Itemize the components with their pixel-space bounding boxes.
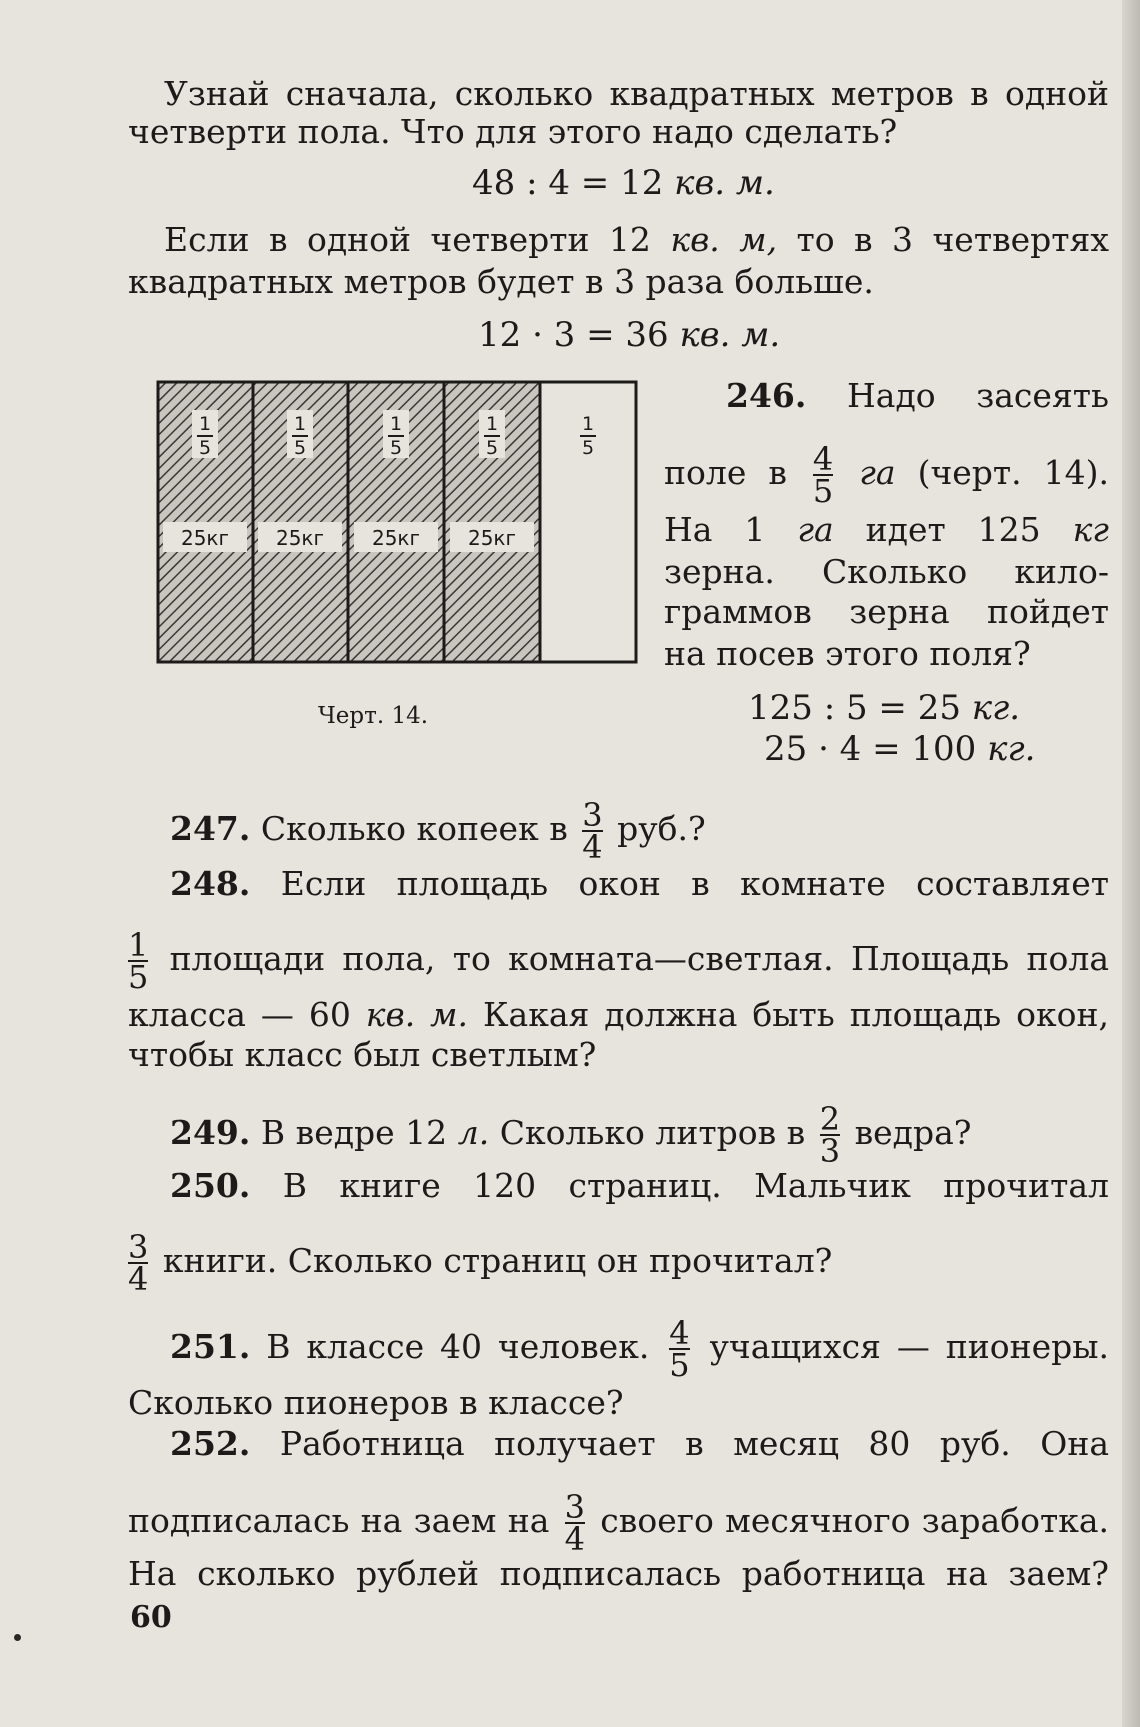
figure-caption: Черт. 14. (318, 703, 429, 729)
problem-248-line-1: 248. Если площадь окон в комнате составляет (170, 864, 1109, 903)
problem-252-line-3: На сколько рублей подписалась работница на заем? (128, 1554, 1109, 1593)
fraction-3-4: $\frac{3}{4}$ (582, 796, 603, 866)
problem-252-line-2: подписалась на заем на $\frac{3}{4}$ своего месячного заработка. (128, 1488, 1109, 1558)
intro-line-1: Узнай сначала, сколько квадратных метров в одной (164, 74, 1109, 113)
problem-246-equation-2: 25 · 4 = 100 кг. (764, 729, 1036, 769)
fraction-denominator: 5 (389, 437, 403, 459)
problem-246-line-3: На 1 га идет 125 кг (664, 510, 1109, 549)
problem-246-equation-1: 125 : 5 = 25 кг. (748, 688, 1021, 728)
fraction-3-4-b: $\frac{3}{4}$ (128, 1228, 149, 1298)
fraction-1-5: $\frac{1}{5}$ (128, 926, 149, 996)
intro-para-2-line-1: Если в одной четверти 12 кв. м, то в 3 четвертях (164, 220, 1109, 259)
problem-248-line-2: $\frac{1}{5}$ площади пола, то комната—светлая. Площадь пола (128, 926, 1109, 996)
problem-250-line-2: $\frac{3}{4}$ книги. Сколько страниц он прочитал? (128, 1228, 833, 1298)
fraction-4-5-b: $\frac{4}{5}$ (669, 1314, 690, 1384)
equation-12-3: 12 · 3 = 36 кв. м. (478, 315, 781, 355)
margin-speck (14, 1634, 21, 1641)
weight-label: 25кг (275, 526, 325, 550)
problem-246-line-6: на посев этого поля? (664, 634, 1031, 673)
page-edge-shadow (1122, 0, 1140, 1727)
intro-para-2-line-2: квадратных метров будет в 3 раза больше. (128, 262, 874, 301)
fraction-numerator: 1 (198, 413, 212, 435)
problem-252-line-1: 252. Работница получает в месяц 80 руб. Она (170, 1424, 1109, 1463)
fraction-denominator: 5 (198, 437, 212, 459)
problem-246-line-4: зерна. Сколько кило- (664, 552, 1109, 591)
fraction-numerator: 1 (581, 413, 595, 435)
fraction-numerator: 1 (485, 413, 499, 435)
problem-249: 249. В ведре 12 л. Сколько литров в $\frac{2}{3}$ ведра? (170, 1100, 972, 1170)
problem-246-line-1: 246. Надо засеять (726, 376, 1109, 415)
problem-250-line-1: 250. В книге 120 страниц. Мальчик прочитал (170, 1166, 1109, 1205)
figure-field-diagram (156, 380, 638, 664)
problem-247: 247. Сколько копеек в $\frac{3}{4}$ руб.? (170, 796, 706, 866)
fraction-denominator: 5 (581, 437, 595, 459)
problem-246-line-2: поле в $\frac{4}{5}$ га (черт. 14). (664, 440, 1109, 510)
fraction-4-5: $\frac{4}{5}$ (812, 440, 834, 510)
fraction-denominator: 5 (293, 437, 307, 459)
page-number: 60 (130, 1600, 172, 1635)
problem-248-line-3: класса — 60 кв. м. Какая должна быть площадь окон, (128, 995, 1109, 1034)
problem-248-line-4: чтобы класс был светлым? (128, 1035, 597, 1074)
fraction-2-3: $\frac{2}{3}$ (819, 1100, 841, 1170)
weight-label: 25кг (467, 526, 517, 550)
problem-251-line-2: Сколько пионеров в классе? (128, 1383, 624, 1422)
weight-label: 25кг (180, 526, 230, 550)
fraction-denominator: 5 (485, 437, 499, 459)
intro-line-2: четверти пола. Что для этого надо сделать? (128, 112, 898, 151)
problem-251-line-1: 251. В классе 40 человек. $\frac{4}{5}$ учащихся — пионеры. (170, 1314, 1109, 1384)
fraction-numerator: 1 (389, 413, 403, 435)
weight-label: 25кг (371, 526, 421, 550)
fraction-numerator: 1 (293, 413, 307, 435)
fraction-3-4-c: $\frac{3}{4}$ (564, 1488, 586, 1558)
problem-246-line-5: граммов зерна пойдет (664, 592, 1109, 631)
equation-48-4: 48 : 4 = 12 кв. м. (472, 163, 775, 203)
